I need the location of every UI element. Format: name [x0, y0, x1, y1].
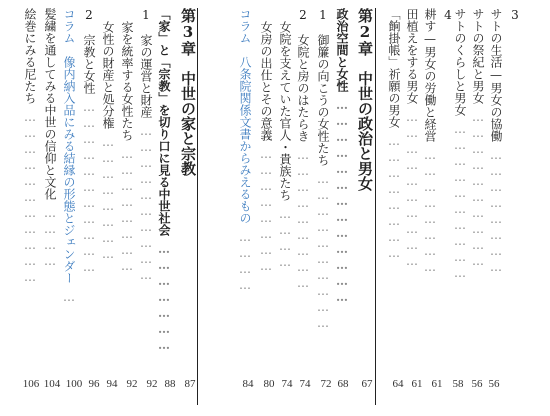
toc-entry-7[interactable]: 「餉掛帳」祈願の男女 …………………… — [387, 8, 401, 262]
toc-page-num: 80 — [263, 378, 275, 390]
toc-page-num: 84 — [242, 378, 254, 390]
toc-page-num: 72 — [320, 378, 332, 390]
chapter-divider — [197, 8, 198, 405]
chapter-2-title[interactable]: 第2章 中世の政治と男女 — [356, 8, 374, 191]
chapter-divider — [375, 8, 376, 405]
toc-page-num: 92 — [146, 378, 158, 390]
toc-entry-1[interactable]: サトの生活—男女の協働 …………………… — [489, 8, 503, 276]
toc-page-num: 100 — [65, 378, 83, 390]
toc-page-num: 61 — [431, 378, 443, 390]
toc-entry-5[interactable]: 耕す—男女の労働と経営 …………………… — [423, 8, 437, 276]
toc-page-num: 104 — [43, 378, 61, 390]
toc-page-num: 74 — [281, 378, 293, 390]
toc-entry-6[interactable]: 田植えをする男女 ………………………… — [405, 8, 419, 270]
toc-section-4: 4 — [441, 8, 455, 22]
toc-entry-13[interactable]: 女房の出仕とその意義 …………………… — [259, 21, 273, 275]
toc-entry-10[interactable]: 1 御簾の向こうの女性たち ………………………… — [316, 8, 330, 332]
toc-page-num: 58 — [452, 378, 464, 390]
toc-entry-9[interactable]: 政治空間と女性 ………………………………… — [335, 8, 349, 306]
toc-section-3: 3 — [508, 8, 522, 22]
toc-entry-21[interactable]: コラム 像内納入品にみる結縁の形態とジェンダー … — [62, 8, 76, 306]
toc-page-num: 74 — [299, 378, 311, 390]
toc-page-num: 68 — [337, 378, 349, 390]
toc-page-num: 87 — [184, 378, 196, 390]
toc-page-num: 61 — [411, 378, 423, 390]
toc-entry-3[interactable]: サトのくらしと男女 ………………………… — [453, 8, 467, 282]
toc-page-num: 106 — [22, 378, 40, 390]
toc-page-num: 56 — [488, 378, 500, 390]
toc-entry-23[interactable]: 絵巻にみる尼たち …………………………… — [23, 8, 37, 286]
toc-page-num: 92 — [126, 378, 138, 390]
toc-entry-17[interactable]: 1 家の運営と財産 ………………………… — [139, 8, 153, 284]
toc-page-num: 56 — [471, 378, 483, 390]
toc-entry-11[interactable]: 2 女院と房のはたらき ……………………… — [296, 8, 310, 292]
chapter-3-title[interactable]: 第3章 中世の家と宗教 — [179, 8, 197, 176]
toc-page-num: 88 — [164, 378, 176, 390]
toc-entry-20[interactable]: 2 宗教と女性 …………………………… — [82, 8, 96, 276]
toc-entry-19[interactable]: 女性の財産と処分権 …………………… — [101, 21, 115, 263]
toc-entry-16[interactable]: 「家」と「宗教」を切り口に見る中世社会 ………………… — [157, 8, 171, 354]
toc-entry-22[interactable]: 髪繍を通してみる中世の信仰と文化 ………… — [43, 8, 57, 270]
toc-page-num: 94 — [106, 378, 118, 390]
toc-page-num: 67 — [361, 378, 373, 390]
toc-page-num: 64 — [392, 378, 404, 390]
toc-entry-12[interactable]: 女院を支えていた官人・貴族たち ………… — [278, 21, 292, 271]
toc-entry-18[interactable]: 家を統率する女性たち …………………… — [120, 21, 134, 275]
toc-page-num: 96 — [88, 378, 100, 390]
toc-entry-14[interactable]: コラム 八条院関係文書からみえるもの ………… — [238, 8, 252, 294]
toc-entry-2[interactable]: サトの祭紀と男女 ………………………… — [471, 8, 485, 270]
